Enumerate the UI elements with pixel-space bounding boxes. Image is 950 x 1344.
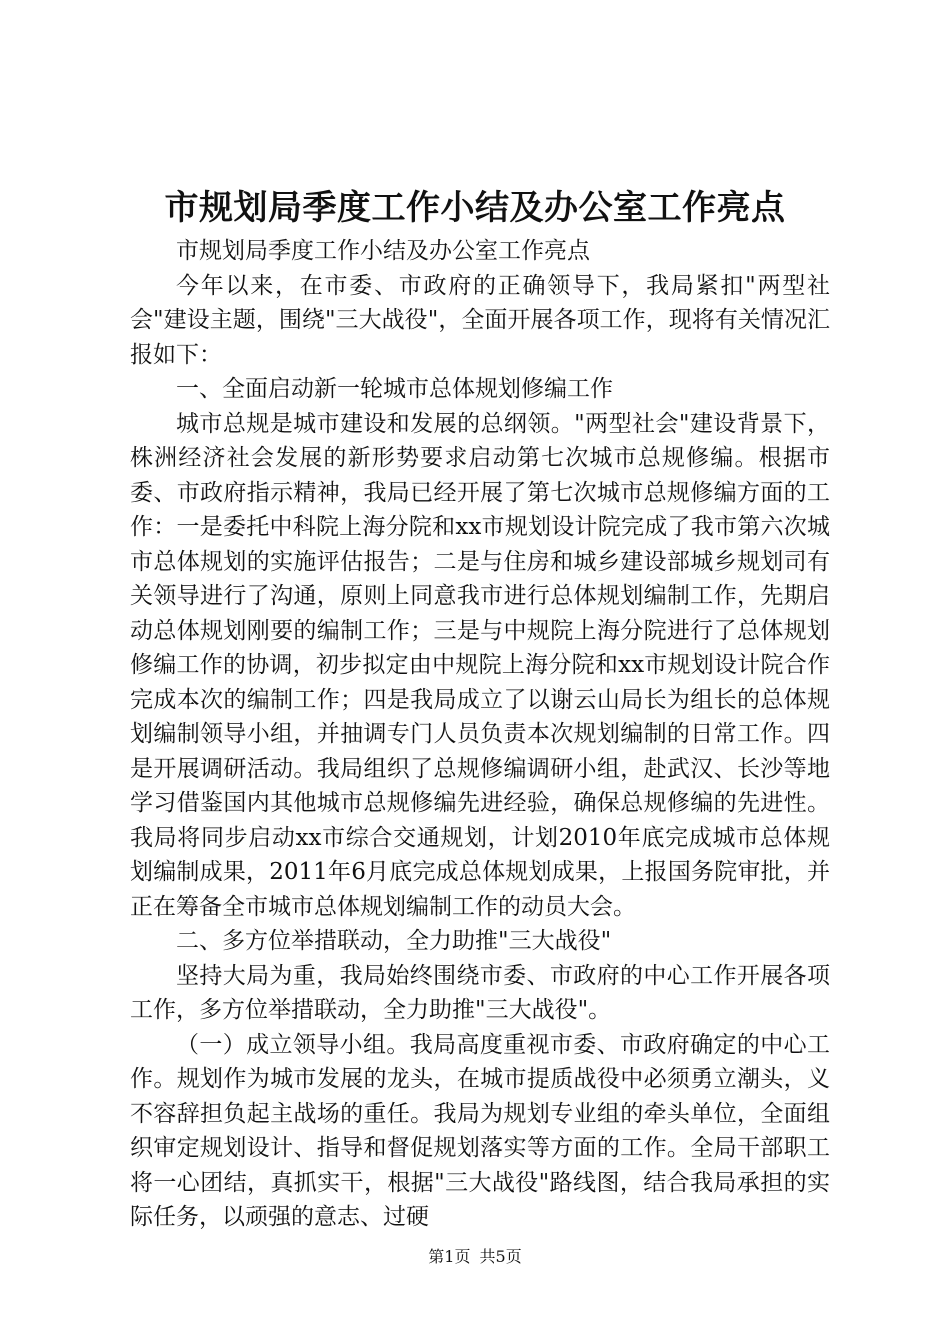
paragraph-subsection-1: （一）成立领导小组。我局高度重视市委、市政府确定的中心工作。规划作为城市发展的龙头，在城市提质战役中必须勇立潮头，义不容辞担负起主战场的重任。我局为规划专业组的牵头单位，全面组织审定规划设计、指导和督促规划落实等方面的工作。全局干部职工将一心团结，真抓实干，根据"三大战役"路线图，结合我局承担的实际任务，以顽强的意志、过硬 (130, 1031, 830, 1230)
section-heading-2: 二、多方位举措联动，全力助推"三大战役" (176, 928, 612, 954)
document-body (130, 234, 830, 1235)
paragraph-section-2: 坚持大局为重，我局始终围绕市委、市政府的中心工作开展各项工作，多方位举措联动，全力助推"三大战役"。 (130, 962, 830, 1023)
page-footer (0, 1246, 950, 1268)
paragraph-intro: 今年以来，在市委、市政府的正确领导下，我局紧扣"两型社会"建设主题，围绕"三大战役"，全面开展各项工作，现将有关情况汇报如下： (130, 272, 830, 368)
paragraph-section-1: 城市总规是城市建设和发展的总纲领。"两型社会"建设背景下，株洲经济社会发展的新形势要求启动第七次城市总规修编。根据市委、市政府指示精神，我局已经开展了第七次城市总规修编方面的工作：一是委托中科院上海分院和xx市规划设计院完成了我市第六次城市总体规划的实施评估报告；二是与住房和城乡建设部城乡规划司有关领导进行了沟通，原则上同意我市进行总体规划编制工作，先期启动总体规划刚要的编制工作；三是与中规院上海分院进行了总体规划修编工作的协调，初步拟定由中规院上海分院和xx市规划设计院合作完成本次的编制工作；四是我局成立了以谢云山局长为组长的总体规划编制领导小组，并抽调专门人员负责本次规划编制的日常工作。四是开展调研活动。我局组织了总规修编调研小组，赴武汉、长沙等地学习借鉴国内其他城市总规修编先进经验，确保总规修编的先进性。我局将同步启动xx市综合交通规划，计划2010年底完成城市总体规划编制成果，2011年6月底完成总体规划成果，上报国务院审批，并正在筹备全市城市总体规划编制工作的动员大会。 (130, 410, 830, 920)
page-total: 共5页 (479, 1247, 522, 1266)
paragraph-subtitle: 市规划局季度工作小结及办公室工作亮点 (176, 238, 590, 264)
document-title: 市规划局季度工作小结及办公室工作亮点 (164, 188, 786, 228)
page-number: 第1页 (428, 1247, 471, 1266)
section-heading-1: 一、全面启动新一轮城市总体规划修编工作 (176, 376, 613, 402)
